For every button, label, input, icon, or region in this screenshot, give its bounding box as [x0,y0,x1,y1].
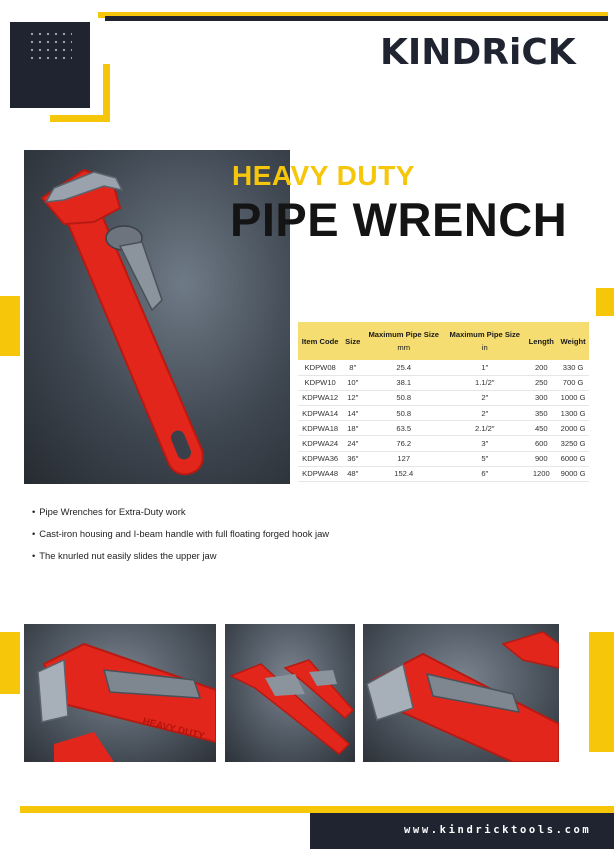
cell-mm: 127 [363,451,444,466]
header-max-in-label: Maximum Pipe Size [449,330,521,339]
cell-size: 12″ [342,390,363,405]
wrench-heads-illustration [363,624,559,762]
cell-length: 450 [525,421,557,436]
bottom-left-accent [0,632,20,694]
product-photo-heads [363,624,559,762]
corner-yellow-frame [50,64,110,122]
cell-mm: 152.4 [363,466,444,481]
list-item: • The knurled nut easily slides the upper jaw [32,550,329,561]
table-row [298,390,589,405]
table-row [298,451,589,466]
cell-length: 600 [525,436,557,451]
product-photo-closeup [24,624,216,762]
wrench-pair-illustration [225,624,355,762]
cell-length: 250 [525,375,557,390]
cell-code: KDPWA18 [298,421,342,436]
cell-size: 24″ [342,436,363,451]
cell-length: 300 [525,390,557,405]
cell-weight: 700 G [557,375,589,390]
cell-code: KDPWA12 [298,390,342,405]
cell-size: 48″ [342,466,363,481]
title-pipe-wrench: PIPE WRENCH [230,193,568,246]
header-weight: Weight [557,322,589,360]
cell-weight: 3250 G [557,436,589,451]
cell-mm: 50.8 [363,390,444,405]
cell-inch: 6″ [444,466,525,481]
cell-size: 10″ [342,375,363,390]
cell-weight: 330 G [557,360,589,375]
cell-code: KDPWA14 [298,406,342,421]
photo-heavy-duty-text: HEAVY DUTY [141,716,206,743]
cell-length: 1200 [525,466,557,481]
cell-mm: 50.8 [363,406,444,421]
cell-inch: 2.1/2″ [444,421,525,436]
header-max-mm-label: Maximum Pipe Size [368,330,439,339]
bottom-right-accent [589,632,614,752]
cell-weight: 6000 G [557,451,589,466]
list-item: • Pipe Wrenches for Extra-Duty work [32,506,329,517]
cell-mm: 38.1 [363,375,444,390]
feature-list [32,506,329,572]
cell-length: 350 [525,406,557,421]
cell-inch: 1.1/2″ [444,375,525,390]
cell-weight: 1000 G [557,390,589,405]
wrench-closeup-illustration [24,624,216,762]
website-url[interactable]: www.kindricktools.com [404,824,592,836]
cell-inch: 2″ [444,390,525,405]
cell-weight: 9000 G [557,466,589,481]
table-row [298,466,589,481]
cell-code: KDPW08 [298,360,342,375]
table-row [298,421,589,436]
spec-table [298,322,589,482]
cell-weight: 1300 G [557,406,589,421]
table-row [298,360,589,375]
header-max-in [444,322,525,360]
cell-mm: 76.2 [363,436,444,451]
cell-inch: 1″ [444,360,525,375]
cell-inch: 2″ [444,406,525,421]
header-length: Length [525,322,557,360]
left-accent-bar [0,296,20,356]
cell-length: 200 [525,360,557,375]
list-item: • Cast-iron housing and I-beam handle with full floating forged hook jaw [32,528,329,539]
product-photo-pair [225,624,355,762]
header-max-mm-unit: mm [397,343,411,352]
cell-mm: 25.4 [363,360,444,375]
cell-code: KDPW10 [298,375,342,390]
cell-length: 900 [525,451,557,466]
table-row [298,375,589,390]
table-row [298,406,589,421]
spec-table-header [298,322,589,360]
title-heavy-duty: HEAVY DUTY [232,160,415,191]
right-accent-bar [596,288,614,316]
cell-code: KDPWA48 [298,466,342,481]
cell-size: 14″ [342,406,363,421]
header-item-code: Item Code [298,322,342,360]
header-max-in-unit: in [481,343,488,352]
cell-inch: 5″ [444,451,525,466]
table-row [298,436,589,451]
header-size: Size [342,322,363,360]
cell-inch: 3″ [444,436,525,451]
cell-code: KDPWA24 [298,436,342,451]
cell-mm: 63.5 [363,421,444,436]
cell-weight: 2000 G [557,421,589,436]
cell-code: KDPWA36 [298,451,342,466]
cell-size: 8″ [342,360,363,375]
cell-size: 36″ [342,451,363,466]
footer-yellow-bar [20,806,614,813]
header-max-mm [363,322,444,360]
header-dark-bar [105,16,608,21]
brand-logo: KINDRiCK [380,32,576,73]
dot-grid-pattern [28,30,72,64]
cell-size: 18″ [342,421,363,436]
